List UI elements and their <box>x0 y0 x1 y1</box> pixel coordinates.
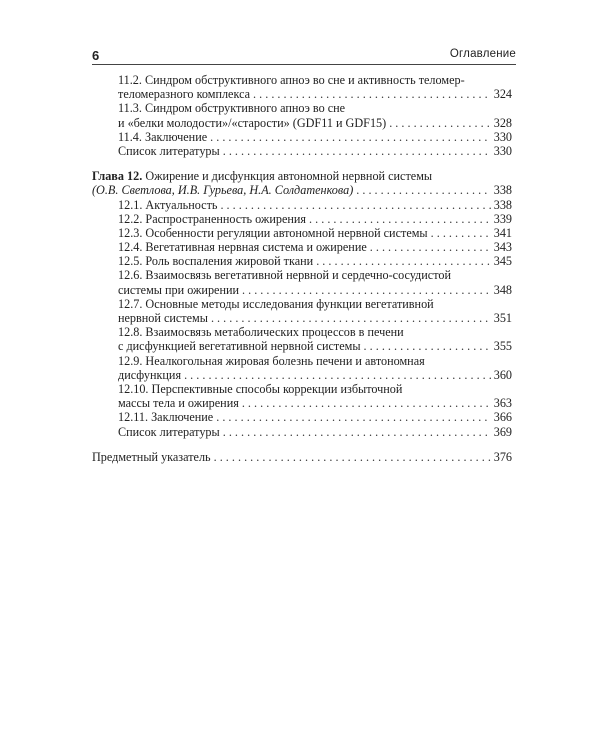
toc-entry-title: 12.11. Заключение <box>118 410 214 425</box>
toc-entry[interactable] <box>92 410 512 424</box>
toc-entry-title: и «белки молодости»/«старости» (GDF11 и GDF15) <box>118 115 387 130</box>
dot-leader <box>242 283 491 297</box>
toc-entry[interactable] <box>92 130 512 144</box>
toc-entry-line <box>92 130 512 144</box>
toc-entry-line <box>92 183 512 197</box>
dot-leader <box>214 450 491 464</box>
toc-entry-line <box>92 198 512 212</box>
dot-leader <box>210 130 491 144</box>
dot-leader <box>364 339 491 353</box>
table-of-contents <box>92 73 512 464</box>
dot-leader <box>223 425 491 439</box>
toc-entry-title: 12.8. Взаимосвязь метаболических процессов в печени <box>118 325 404 340</box>
toc-entry-line <box>92 254 512 268</box>
toc-entry[interactable] <box>92 101 512 129</box>
dot-leader <box>220 198 490 212</box>
dot-leader <box>370 240 491 254</box>
toc-entry-line <box>92 396 512 410</box>
toc-entry-title: 11.2. Синдром обструктивного апноэ во сне и активность теломер- <box>118 73 465 87</box>
toc-page-number: 376 <box>493 449 512 464</box>
toc-entry-line <box>92 116 512 130</box>
toc-chapter-entry[interactable] <box>92 169 512 197</box>
toc-entry-line <box>92 325 512 339</box>
toc-entry-title: с дисфункцией вегетативной нервной системы <box>118 339 361 354</box>
toc-entry-line <box>92 425 512 439</box>
toc-entry[interactable] <box>92 354 512 382</box>
toc-entry-title: 12.10. Перспективные способы коррекции избыточной <box>118 381 403 396</box>
toc-entry[interactable] <box>92 254 512 268</box>
toc-entry[interactable] <box>92 73 512 101</box>
toc-entry-line <box>92 382 512 396</box>
toc-entry-line <box>92 368 512 382</box>
toc-entry[interactable] <box>92 144 512 158</box>
toc-entry-line <box>92 87 512 101</box>
toc-entry[interactable] <box>92 382 512 410</box>
toc-entry-line <box>92 311 512 325</box>
dot-leader <box>242 396 491 410</box>
running-title: Оглавление <box>449 48 516 60</box>
toc-page-number: 330 <box>493 129 512 144</box>
dot-leader <box>316 254 491 268</box>
header-rule <box>92 64 516 65</box>
toc-page-number: 343 <box>493 240 512 255</box>
toc-entry-title: 12.9. Неалкогольная жировая болезнь печени и автономная <box>118 353 425 368</box>
toc-entry-title: 12.4. Вегетативная нервная система и ожирение <box>118 240 367 255</box>
toc-entry-line <box>92 354 512 368</box>
toc-entry-title: 11.3. Синдром обструктивного апноэ во сне <box>118 101 346 116</box>
toc-page-number: 338 <box>493 197 512 212</box>
chapter-title: Ожирение и дисфункция автономной нервной системы <box>142 169 433 184</box>
toc-page-number: 348 <box>493 282 512 297</box>
toc-entry-title: дисфункция <box>118 367 182 382</box>
toc-entry-title: нервной системы <box>118 311 208 325</box>
toc-entry-line <box>92 144 512 158</box>
toc-page-number: 369 <box>493 424 512 439</box>
toc-entry[interactable] <box>92 212 512 226</box>
dot-leader <box>309 212 491 226</box>
section-spacer <box>92 439 512 450</box>
toc-entry-title: 12.3. Особенности регуляции автономной нервной системы <box>118 225 428 240</box>
dot-leader <box>356 183 490 197</box>
toc-entry-title: 11.4. Заключение <box>118 129 208 144</box>
toc-entry-line <box>92 73 512 87</box>
dot-leader <box>389 116 491 130</box>
toc-entry[interactable] <box>92 425 512 439</box>
dot-leader <box>431 226 491 240</box>
toc-entry-title: Список литературы <box>118 424 220 439</box>
toc-entry-line <box>92 450 512 464</box>
chapter-authors: (О.В. Светлова, И.В. Гурьева, Н.А. Солдатенкова) <box>92 183 354 198</box>
toc-page-number: 339 <box>493 211 512 226</box>
toc-page-number: 363 <box>493 396 512 411</box>
toc-entry-line <box>92 283 512 297</box>
toc-entry[interactable] <box>92 226 512 240</box>
toc-entry-line <box>92 297 512 311</box>
toc-page-number: 345 <box>493 254 512 269</box>
toc-entry-line <box>92 410 512 424</box>
toc-entry-line <box>92 212 512 226</box>
toc-entry-line <box>92 339 512 353</box>
toc-entry-title: теломеразного комплекса <box>118 87 251 102</box>
dot-leader <box>253 87 491 101</box>
chapter-label: Глава 12. <box>92 169 143 184</box>
toc-entry-title: 12.1. Актуальность <box>118 197 218 212</box>
toc-entry-line <box>92 240 512 254</box>
page-number: 6 <box>92 48 100 63</box>
toc-page-number: 330 <box>493 143 512 158</box>
toc-entry[interactable] <box>92 325 512 353</box>
toc-entry-line <box>92 169 512 183</box>
running-header <box>92 44 516 64</box>
toc-page-number: 360 <box>493 367 512 382</box>
dot-leader <box>184 368 491 382</box>
toc-entry-line <box>92 226 512 240</box>
toc-entry-title: 12.2. Распространенность ожирения <box>118 211 307 226</box>
toc-entry[interactable] <box>92 297 512 325</box>
section-spacer <box>92 158 512 169</box>
toc-page-number: 341 <box>493 225 512 240</box>
toc-entry-title: Список литературы <box>118 143 220 158</box>
toc-page-number: 366 <box>493 410 512 425</box>
toc-entry-line <box>92 101 512 115</box>
dot-leader <box>216 410 491 424</box>
toc-page-number: 328 <box>493 115 512 130</box>
toc-entry-line <box>92 268 512 282</box>
toc-entry-title: 12.6. Взаимосвязь вегетативной нервной и сердечно-сосудистой <box>118 268 451 283</box>
dot-leader <box>211 311 491 325</box>
toc-page-number: 338 <box>493 183 512 198</box>
toc-entry[interactable] <box>92 268 512 296</box>
dot-leader <box>223 144 491 158</box>
toc-page-number: 351 <box>493 311 512 325</box>
toc-entry-title: Предметный указатель <box>92 449 211 464</box>
toc-entry[interactable] <box>92 450 512 464</box>
toc-page-number: 355 <box>493 339 512 354</box>
toc-entry-title: 12.7. Основные методы исследования функции вегетативной <box>118 296 434 311</box>
toc-entry-title: системы при ожирении <box>118 282 240 297</box>
toc-entry[interactable] <box>92 198 512 212</box>
toc-entry-title: 12.5. Роль воспаления жировой ткани <box>118 254 314 269</box>
toc-entry-title: массы тела и ожирения <box>118 396 239 411</box>
toc-page-number: 324 <box>493 87 512 102</box>
toc-entry[interactable] <box>92 240 512 254</box>
